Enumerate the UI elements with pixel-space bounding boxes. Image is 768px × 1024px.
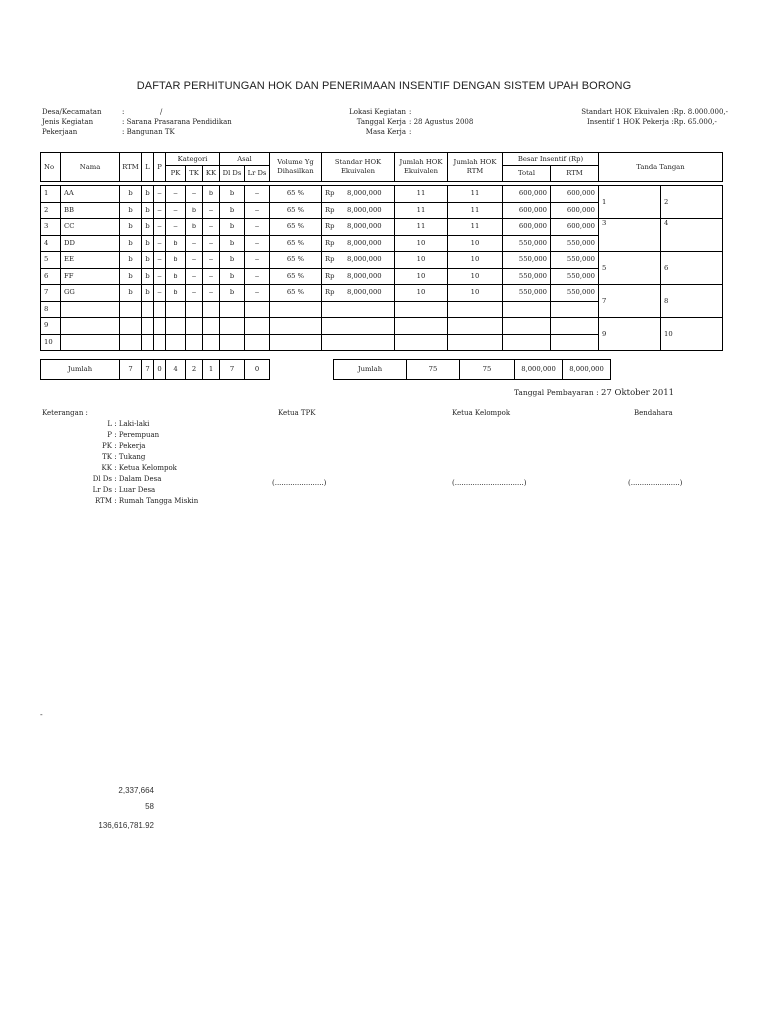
cell-tk [186,318,203,335]
header-field: Pekerjaan : Bangunan TK [42,128,175,136]
hok-table [40,152,723,351]
col-tanda-tangan-header: Tanda Tangan [599,153,723,182]
cell-vol: 65 % [270,285,322,302]
cell-lrds: – [245,186,270,203]
cell-vol [270,334,322,351]
cell-kk: – [203,268,220,285]
cell-no: 9 [41,318,61,335]
cell-no: 1 [41,186,61,203]
cell-total [503,301,551,318]
cell-kk [203,318,220,335]
cell-rtm: b [120,202,142,219]
cell-hok: 11 [395,186,448,203]
cell-vol: 65 % [270,235,322,252]
cell-tk: b [186,202,203,219]
cell-dlds: b [220,235,245,252]
cell-total: 600,000 [503,186,551,203]
cell-dlds: b [220,285,245,302]
cell-no: 5 [41,252,61,269]
signer-tpk-blank: (......................) [272,479,327,487]
cell-lrds [245,318,270,335]
signature-cell: 8 [661,285,723,318]
cell-std: Rp 8,000,000 [322,202,395,219]
cell-no: 10 [41,334,61,351]
cell-kk [203,301,220,318]
cell-nama: FF [61,268,120,285]
totals-label-2: Jumlah [334,360,407,380]
totals-table-left [40,359,270,380]
cell-kk [203,334,220,351]
cell-rtm [120,301,142,318]
cell-rtm: b [120,235,142,252]
cell-pk [166,334,186,351]
cell-ins_rtm [551,301,599,318]
cell-p: – [154,268,166,285]
signature-cell: 5 [599,252,661,285]
cell-tk: – [186,235,203,252]
cell-hok [395,334,448,351]
totals-label: Jumlah [41,360,120,380]
cell-dlds: b [220,219,245,236]
total-insentif-rtm: 8,000,000 [563,360,611,380]
header-field: Standart HOK Ekuivalen :Rp. 8.000.000,- [581,108,729,116]
header-field: Desa/Kecamatan : / [42,108,163,116]
cell-p: – [154,202,166,219]
cell-std [322,301,395,318]
signer-tpk-role: Ketua TPK [278,409,316,417]
header-field: Tanggal Kerja : 28 Agustus 2008 [356,118,474,126]
cell-nama: GG [61,285,120,302]
cell-no: 3 [41,219,61,236]
signer-bendahara-role: Bendahara [634,409,673,417]
col-jumlah-hok-header: Jumlah HOK Ekuivalen [395,153,448,182]
cell-total: 550,000 [503,235,551,252]
cell-std [322,334,395,351]
keterangan-item: PK : Pekerja [102,442,146,450]
cell-hokrtm [448,334,503,351]
signer-bendahara-blank: (......................) [628,479,683,487]
cell-hokrtm: 10 [448,268,503,285]
cell-pk [166,301,186,318]
cell-l: b [142,285,154,302]
cell-tk: – [186,285,203,302]
cell-hok [395,301,448,318]
col-pk-header: PK [166,166,186,182]
payment-date: Tanggal Pembayaran : 27 Oktober 2011 [514,388,675,398]
cell-vol [270,301,322,318]
signer-kelompok-role: Ketua Kelompok [452,409,511,417]
cell-kk: – [203,252,220,269]
cell-std [322,318,395,335]
total-dlds: 7 [220,360,245,380]
cell-tk: – [186,186,203,203]
cell-l: b [142,235,154,252]
number-1: 2,337,664 [118,786,154,795]
cell-rtm [120,334,142,351]
cell-p [154,301,166,318]
cell-dlds: b [220,268,245,285]
cell-dlds: b [220,202,245,219]
cell-dlds [220,334,245,351]
signature-cell: 4 [661,219,723,252]
cell-lrds: – [245,202,270,219]
header-field: Masa Kerja : [365,128,412,136]
col-volume-header: Volume Yg Dihasilkan [270,153,322,182]
col-kk-header: KK [203,166,220,182]
cell-pk: – [166,186,186,203]
cell-dlds: b [220,186,245,203]
cell-hokrtm: 11 [448,202,503,219]
cell-tk [186,334,203,351]
signature-cell: 10 [661,318,723,351]
cell-p: – [154,219,166,236]
cell-rtm: b [120,252,142,269]
cell-total: 600,000 [503,202,551,219]
cell-l: b [142,186,154,203]
col-rtm-header: RTM [120,153,142,182]
cell-std: Rp 8,000,000 [322,268,395,285]
signature-cell: 9 [599,318,661,351]
cell-nama: CC [61,219,120,236]
keterangan-item: Dl Ds : Dalam Desa [92,475,162,483]
keterangan-item: KK : Ketua Kelompok [101,464,177,472]
table-row [41,186,723,203]
cell-kk: – [203,235,220,252]
cell-kk: – [203,219,220,236]
keterangan-item: P : Perempuan [107,431,160,439]
cell-no: 7 [41,285,61,302]
cell-ins_rtm: 550,000 [551,285,599,302]
total-l: 7 [142,360,154,380]
table-row [41,285,723,302]
cell-nama [61,334,120,351]
col-tk-header: TK [186,166,203,182]
cell-kk: b [203,186,220,203]
col-besar-insentif-header: Besar Insentif (Rp) [503,153,599,166]
cell-hok: 10 [395,252,448,269]
cell-lrds [245,301,270,318]
cell-no: 2 [41,202,61,219]
col-kategori-header: Kategori [166,153,220,166]
cell-nama [61,301,120,318]
total-rtm: 7 [120,360,142,380]
col-dlds-header: Dl Ds [220,166,245,182]
col-name-header: Nama [61,153,120,182]
cell-pk: b [166,268,186,285]
cell-nama: BB [61,202,120,219]
totals-row [41,360,270,380]
totals-table-right [333,359,611,380]
cell-ins_rtm: 600,000 [551,219,599,236]
cell-hokrtm: 10 [448,285,503,302]
cell-hokrtm: 11 [448,219,503,236]
cell-p: – [154,186,166,203]
cell-vol: 65 % [270,219,322,236]
table-row [41,318,723,335]
cell-l: b [142,268,154,285]
cell-rtm: b [120,268,142,285]
cell-ins_rtm [551,318,599,335]
cell-tk: b [186,219,203,236]
keterangan-item: L : Laki-laki [107,420,150,428]
cell-p: – [154,285,166,302]
cell-nama: DD [61,235,120,252]
header-mid [334,107,473,137]
cell-rtm [120,318,142,335]
signature-cell: 1 [599,186,661,219]
cell-p [154,334,166,351]
keterangan-item: TK : Tukang [102,453,146,461]
cell-vol: 65 % [270,186,322,203]
cell-pk: – [166,219,186,236]
keterangan-title: Keterangan : [42,409,88,417]
number-2: 58 [145,802,154,811]
cell-std: Rp 8,000,000 [322,252,395,269]
cell-lrds: – [245,252,270,269]
cell-pk: – [166,202,186,219]
cell-lrds: – [245,235,270,252]
cell-total: 600,000 [503,219,551,236]
total-pk: 4 [166,360,186,380]
cell-hokrtm: 10 [448,235,503,252]
cell-nama: AA [61,186,120,203]
cell-hokrtm [448,318,503,335]
cell-vol [270,318,322,335]
cell-dlds [220,301,245,318]
cell-l: b [142,252,154,269]
header-field: Insentif 1 HOK Pekerja :Rp. 65.000,- [587,118,717,126]
col-l-header: L [142,153,154,182]
signature-cell: 7 [599,285,661,318]
col-rtm-insentif-header: RTM [551,166,599,182]
cell-p: – [154,235,166,252]
cell-nama: EE [61,252,120,269]
total-p: 0 [154,360,166,380]
signature-cell: 2 [661,186,723,219]
total-hok: 75 [407,360,460,380]
total-kk: 1 [203,360,220,380]
total-lrds: 0 [245,360,270,380]
cell-hokrtm [448,301,503,318]
cell-kk: – [203,202,220,219]
cell-p [154,318,166,335]
cell-hokrtm: 11 [448,186,503,203]
cell-ins_rtm: 550,000 [551,252,599,269]
header-left [42,107,232,137]
cell-hok [395,318,448,335]
cell-vol: 65 % [270,268,322,285]
cell-pk: b [166,285,186,302]
cell-pk [166,318,186,335]
cell-ins_rtm: 550,000 [551,235,599,252]
cell-l [142,334,154,351]
cell-no: 8 [41,301,61,318]
keterangan-list [42,419,198,507]
cell-nama [61,318,120,335]
cell-hok: 11 [395,202,448,219]
col-lrds-header: Lr Ds [245,166,270,182]
cell-lrds: – [245,268,270,285]
header-right [565,107,728,127]
col-standar-header: Standar HOK Ekuivalen [322,153,395,182]
cell-total: 550,000 [503,285,551,302]
signer-kelompok-blank: (...............................) [452,479,527,487]
totals-row-right [334,360,611,380]
col-asal-header: Asal [220,153,270,166]
cell-dlds [220,318,245,335]
cell-ins_rtm: 600,000 [551,186,599,203]
cell-total [503,318,551,335]
cell-total: 550,000 [503,268,551,285]
total-tk: 2 [186,360,203,380]
header-field: Jenis Kegiatan : Sarana Prasarana Pendidikan [42,118,232,126]
cell-no: 4 [41,235,61,252]
cell-no: 6 [41,268,61,285]
col-no-header: No [41,153,61,182]
cell-l [142,318,154,335]
cell-tk: – [186,252,203,269]
cell-l [142,301,154,318]
cell-std: Rp 8,000,000 [322,235,395,252]
cell-l: b [142,202,154,219]
cell-hok: 10 [395,235,448,252]
cell-rtm: b [120,186,142,203]
total-hok-rtm: 75 [460,360,515,380]
stray-mark: - [40,710,43,719]
keterangan-item: RTM : Rumah Tangga Miskin [95,497,199,505]
signature-cell: 6 [661,252,723,285]
cell-std: Rp 8,000,000 [322,219,395,236]
cell-rtm: b [120,219,142,236]
cell-hok: 11 [395,219,448,236]
cell-std: Rp 8,000,000 [322,285,395,302]
cell-lrds [245,334,270,351]
cell-rtm: b [120,285,142,302]
signature-cell: 3 [599,219,661,252]
cell-hok: 10 [395,285,448,302]
cell-total: 550,000 [503,252,551,269]
cell-dlds: b [220,252,245,269]
cell-total [503,334,551,351]
cell-hokrtm: 10 [448,252,503,269]
keterangan-item: Lr Ds : Luar Desa [92,486,156,494]
cell-std: Rp 8,000,000 [322,186,395,203]
cell-kk: – [203,285,220,302]
total-insentif: 8,000,000 [515,360,563,380]
cell-ins_rtm: 600,000 [551,202,599,219]
cell-vol: 65 % [270,202,322,219]
col-jumlah-rtm-header: Jumlah HOK RTM [448,153,503,182]
cell-pk: b [166,252,186,269]
cell-ins_rtm: 550,000 [551,268,599,285]
cell-p: – [154,252,166,269]
cell-pk: b [166,235,186,252]
cell-lrds: – [245,219,270,236]
cell-ins_rtm [551,334,599,351]
cell-lrds: – [245,285,270,302]
cell-l: b [142,219,154,236]
cell-tk: – [186,268,203,285]
col-p-header: P [154,153,166,182]
document-title: DAFTAR PERHITUNGAN HOK DAN PENERIMAAN INSENTIF DENGAN SISTEM UPAH BORONG [136,80,632,92]
table-row [41,252,723,269]
table-header-row [41,153,723,166]
table-body [41,186,723,351]
cell-tk [186,301,203,318]
col-total-header: Total [503,166,551,182]
cell-hok: 10 [395,268,448,285]
number-3: 136,616,781.92 [98,821,154,830]
cell-vol: 65 % [270,252,322,269]
table-row [41,219,723,236]
header-field: Lokasi Kegiatan : [349,108,412,116]
